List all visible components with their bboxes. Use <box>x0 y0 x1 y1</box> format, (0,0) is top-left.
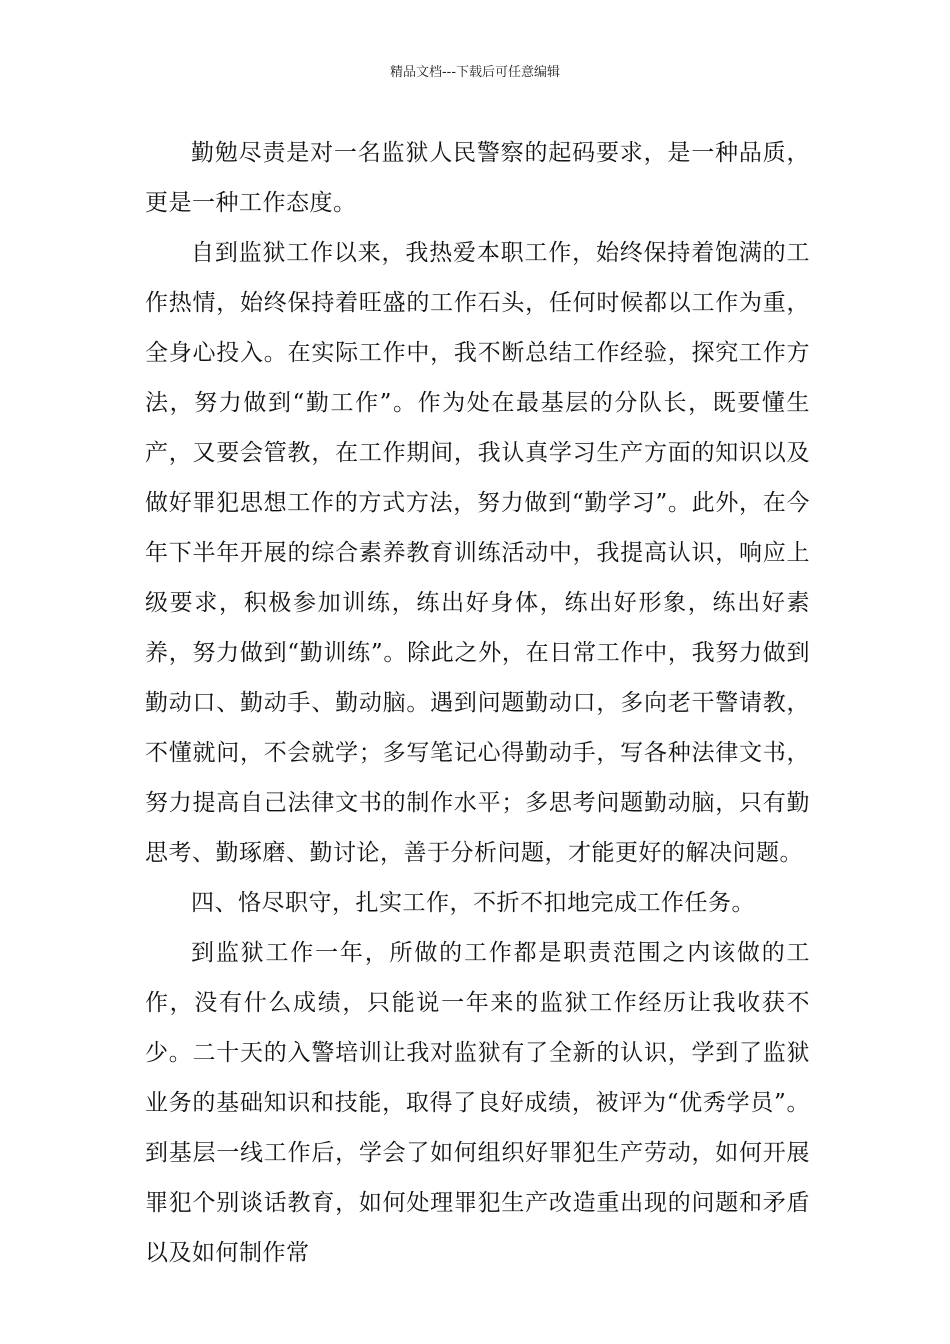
paragraph-one-year: 到监狱工作一年，所做的工作都是职责范围之内该做的工作，没有什么成绩，只能说一年来的监狱工作经历让我收获不少。二十天的入警培训让我对监狱有了全新的认识，学到了监狱业务的基础知识和技能，取得了良好成绩，被评为“优秀学员”。到基层一线工作后，学会了如何组织好罪犯生产劳动，如何开展罪犯个别谈话教育，如何处理罪犯生产改造重出现的问题和矛盾以及如何制作常 <box>145 940 810 1266</box>
paragraph-diligence: 勤勉尽责是对一名监狱人民警察的起码要求，是一种品质，更是一种工作态度。 <box>145 140 810 216</box>
page-header: 精品文档---下载后可任意编辑 <box>389 65 561 80</box>
document-body <box>145 128 810 1278</box>
section-heading-four: 四、恪尽职守，扎实工作，不折不扣地完成工作任务。 <box>191 890 755 916</box>
paragraph-work-experience: 自到监狱工作以来，我热爱本职工作，始终保持着饱满的工作热情，始终保持着旺盛的工作石头，任何时候都以工作为重，全身心投入。在实际工作中，我不断总结工作经验，探究工作方法，努力做到“勤工作”。作为处在最基层的分队长，既要懂生产，又要会管教，在工作期间，我认真学习生产方面的知识以及做好罪犯思想工作的方式方法，努力做到“勤学习”。此外，在今年下半年开展的综合素养教育训练活动中，我提高认识，响应上级要求，积极参加训练，练出好身体，练出好形象，练出好素养，努力做到“勤训练”。除此之外，在日常工作中，我努力做到勤动口、勤动手、勤动脑。遇到问题勤动口，多向老干警请教，不懂就问，不会就学；多写笔记心得勤动手，写各种法律文书，努力提高自己法律文书的制作水平；多思考问题勤动脑，只有勤思考、勤琢磨、勤讨论，善于分析问题，才能更好的解决问题。 <box>145 240 810 866</box>
